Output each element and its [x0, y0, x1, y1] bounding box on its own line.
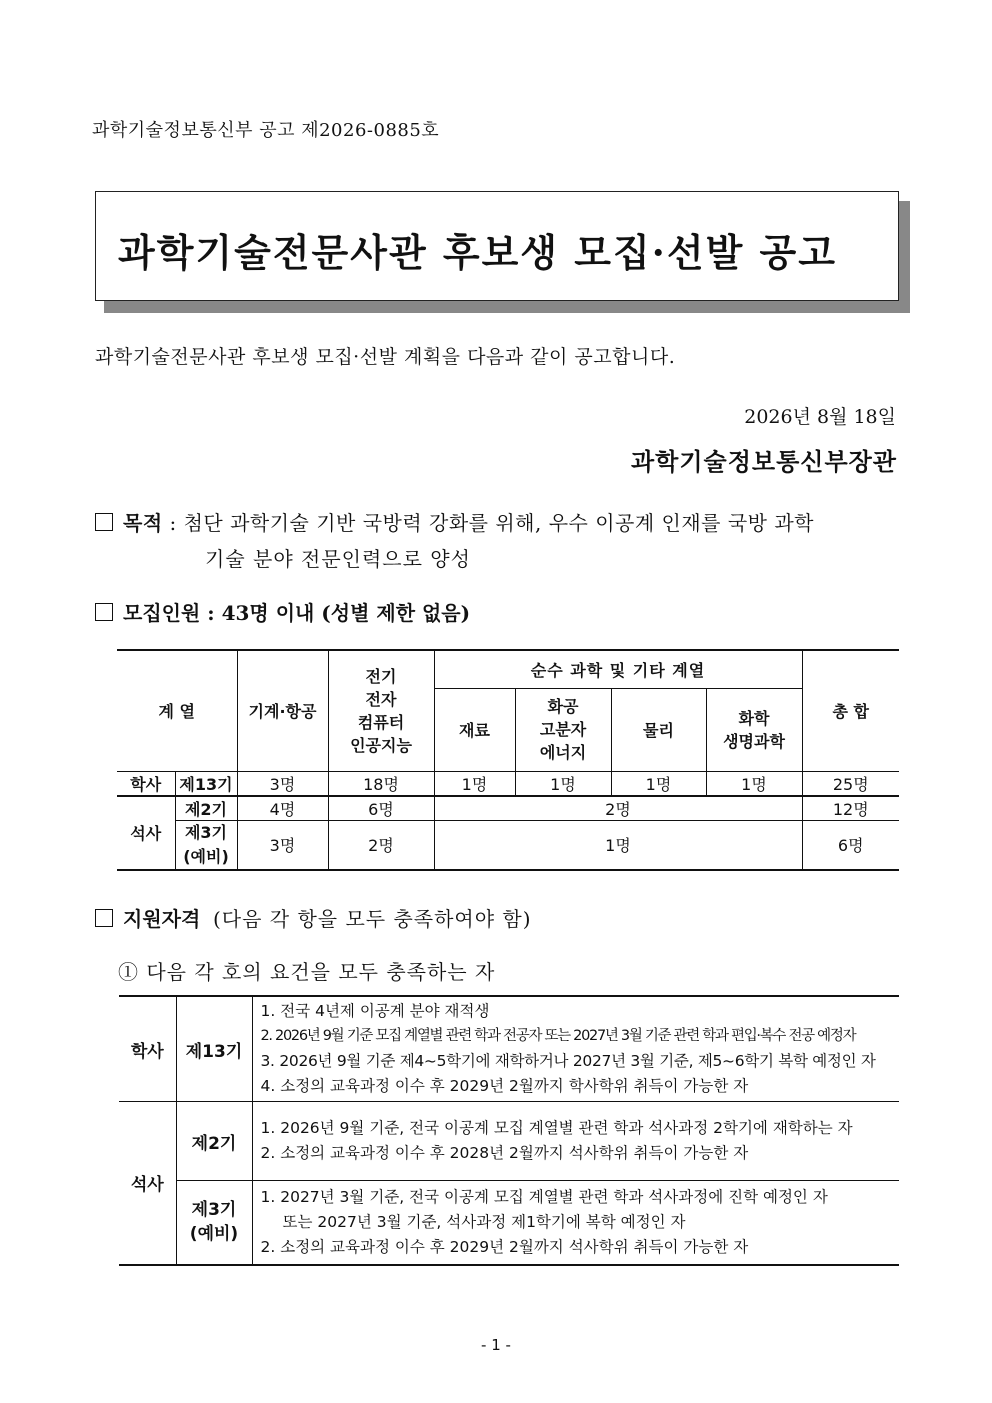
header-pure: 순수 과학 및 기타 계열: [434, 650, 802, 688]
qualification-heading: [95, 903, 532, 932]
notice-date: 2026년 8월 18일: [744, 406, 896, 428]
row-cohort: 제2기: [175, 796, 237, 821]
row-cohort: 제2기: [176, 1102, 252, 1181]
header-chem-bio-line: 생명과학: [723, 731, 785, 751]
table-row-master3: [117, 820, 899, 870]
checkbox-square-icon: [95, 909, 113, 927]
list-item: 3. 2026년 9월 기준 제4~5학기에 재학하거나 2027년 3월 기준, 제5~6학기 복학 예정인 자: [260, 1052, 876, 1070]
header-chem-eng: [515, 688, 611, 771]
requirement-list: [252, 996, 899, 1102]
row-cohort: 제13기: [175, 771, 237, 796]
cell-value: 18명: [328, 771, 434, 796]
qualification-heading-note: (다음 각 항을 모두 충족하여야 함): [213, 907, 532, 931]
list-item: 2. 소정의 교육과정 이수 후 2029년 2월까지 석사학위 취득이 가능한 자: [260, 1237, 749, 1256]
row-label-master: 석사: [119, 1102, 176, 1265]
header-elec: [328, 650, 434, 771]
list-item: 4. 소정의 교육과정 이수 후 2029년 2월까지 학사학위 취득이 가능한 자: [260, 1077, 749, 1095]
checkbox-square-icon: [95, 513, 113, 531]
cell-value: 1명: [434, 820, 802, 870]
row-cohort: [176, 1181, 252, 1265]
row-cohort-line: (예비): [183, 846, 229, 866]
checkbox-square-icon: [95, 603, 113, 621]
table-row-master2: [119, 1102, 899, 1181]
cell-value: 1명: [706, 771, 802, 796]
page-title: 과학기술전문사관 후보생 모집·선발 공고: [118, 230, 837, 275]
cell-value: 4명: [237, 796, 328, 821]
row-label-bachelor: 학사: [117, 771, 175, 796]
requirement-list: [252, 1102, 899, 1181]
intro-text: 과학기술전문사관 후보생 모집·선발 계획을 다음과 같이 공고합니다.: [95, 346, 676, 368]
page-number: - 1 -: [481, 1336, 511, 1354]
issuer-name: 과학기술정보통신부장관: [630, 447, 897, 476]
purpose-section: [95, 505, 900, 577]
table-row-master3: [119, 1181, 899, 1265]
list-item: 2. 2026년 9월 기준 모집 계열별 관련 학과 전공자 또는 2027년 3월 기준 관련 학과 편입·복수 전공 예정자: [260, 1028, 856, 1044]
list-item: 1. 전국 4년제 이공계 분야 재적생: [260, 1002, 490, 1020]
header-elec-line: 전기: [365, 666, 397, 686]
cell-value: 2명: [328, 820, 434, 870]
row-cohort: 제13기: [176, 996, 252, 1102]
list-item: 2. 소정의 교육과정 이수 후 2028년 2월까지 석사학위 취득이 가능한 자: [260, 1144, 749, 1162]
recruit-table: [117, 649, 899, 871]
header-chem-eng-line: 에너지: [539, 743, 587, 762]
cell-value: 6명: [802, 820, 899, 870]
header-chem-eng-line: 화공: [547, 697, 579, 716]
table-row-bachelor: [119, 996, 899, 1102]
header-elec-line: 전자: [365, 689, 397, 709]
header-total: 총 합: [802, 650, 899, 771]
header-chem-bio-line: 화학: [738, 708, 770, 728]
qualification-heading-label: 지원자격: [123, 907, 201, 931]
header-physics: 물리: [611, 688, 706, 771]
row-cohort-line: 제3기: [184, 822, 228, 842]
recruit-heading-text: 모집인원 : 43명 이내 (성별 제한 없음): [123, 601, 471, 625]
header-material: 재료: [434, 688, 515, 771]
cell-value: 25명: [802, 771, 899, 796]
row-cohort-line: (예비): [189, 1224, 239, 1245]
row-label-bachelor: 학사: [119, 996, 176, 1102]
cell-value: 1명: [434, 771, 515, 796]
purpose-text-line1: : 첨단 과학기술 기반 국방력 강화를 위해, 우수 이공계 인재를 국방 과학: [169, 511, 814, 535]
list-item: 또는 2027년 3월 기준, 석사과정 제1학기에 복학 예정인 자: [282, 1212, 686, 1231]
header-series: 계 열: [117, 650, 237, 771]
cell-value: 3명: [237, 771, 328, 796]
cell-value: 2명: [434, 796, 802, 821]
cell-value: 6명: [328, 796, 434, 821]
purpose-text-line2: 기술 분야 전문인력으로 양성: [205, 547, 471, 571]
row-cohort: [175, 820, 237, 870]
header-elec-line: 인공지능: [350, 735, 412, 755]
cell-value: 1명: [515, 771, 611, 796]
notice-number: 과학기술정보통신부 공고 제2026-0885호: [92, 120, 440, 141]
header-chem-bio: [706, 688, 802, 771]
cell-value: 1명: [611, 771, 706, 796]
list-item: 1. 2026년 9월 기준, 전국 이공계 모집 계열별 관련 학과 석사과정 2학기에 재학하는 자: [260, 1119, 853, 1137]
requirement-list: [252, 1181, 899, 1265]
table-row-master2: [117, 796, 899, 821]
qualification-subheading: ① 다음 각 호의 요건을 모두 충족하는 자: [118, 960, 496, 984]
recruit-heading: [95, 597, 470, 626]
purpose-label: 목적: [123, 511, 163, 535]
cell-value: 12명: [802, 796, 899, 821]
header-elec-line: 컴퓨터: [357, 712, 405, 732]
header-chem-eng-line: 고분자: [539, 720, 587, 739]
row-cohort-line: 제3기: [191, 1200, 237, 1221]
list-item: 1. 2027년 3월 기준, 전국 이공계 모집 계열별 관련 학과 석사과정에 진학 예정인 자: [260, 1187, 828, 1206]
table-row-bachelor: [117, 771, 899, 796]
row-label-master: 석사: [117, 796, 175, 871]
cell-value: 3명: [237, 820, 328, 870]
qualification-table: [119, 995, 899, 1266]
header-mech: 기계·항공: [237, 650, 328, 771]
